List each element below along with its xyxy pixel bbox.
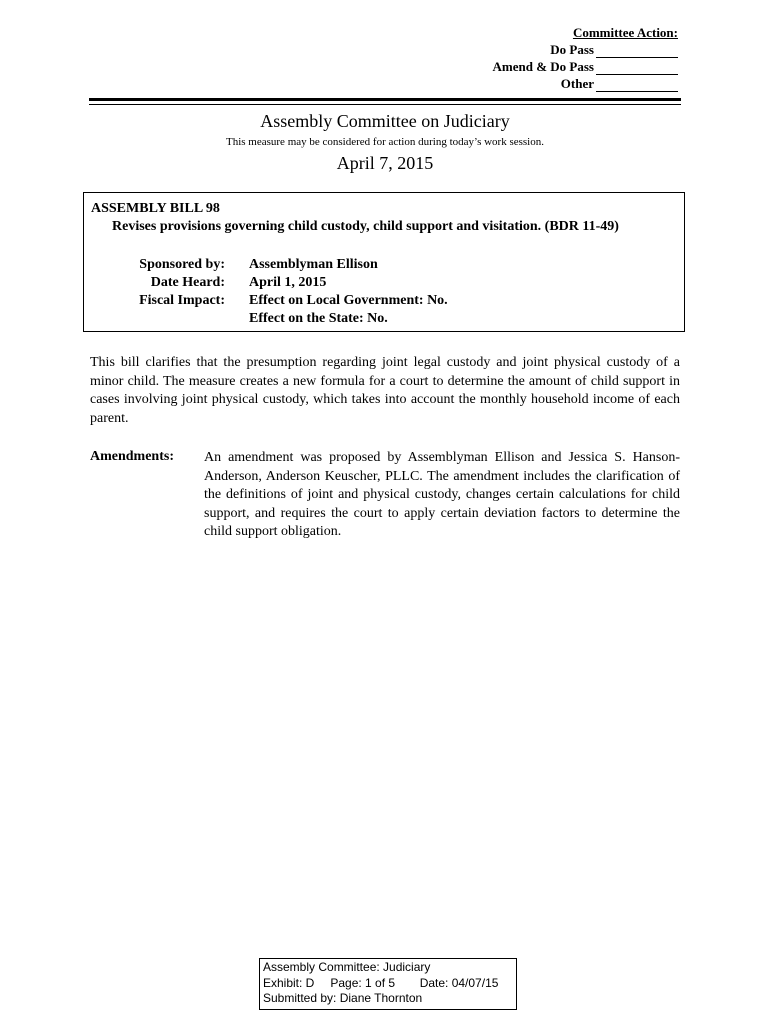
- date-heard-row: [84, 275, 684, 293]
- amendments-label: Amendments:: [90, 449, 174, 464]
- action-option-label: Other: [560, 76, 594, 91]
- fiscal-impact-label: Fiscal Impact:: [139, 293, 225, 308]
- committee-action-title: Committee Action:: [572, 25, 678, 40]
- bill-description: This bill clarifies that the presumption regarding joint legal custody and joint physical custody of a minor child. The measure creates a new formula for a court to determine the amount of child support in cases involving joint physical custody, which takes into account the monthly household income of each parent.: [90, 355, 680, 426]
- fiscal-state-value: Effect on the State: No.: [249, 311, 388, 326]
- bill-info-box: [83, 192, 685, 332]
- date-heard-value: April 1, 2015: [249, 275, 327, 290]
- hearing-date: April 7, 2015: [336, 153, 434, 173]
- bill-number: ASSEMBLY BILL 98: [91, 201, 220, 216]
- exhibit-date: Date: 04/07/15: [419, 975, 499, 990]
- exhibit-details-row: [263, 976, 513, 992]
- sponsored-label: Sponsored by:: [139, 257, 225, 272]
- action-blank-line: [596, 45, 678, 58]
- action-blank-line: [596, 79, 678, 92]
- amendments-text: An amendment was proposed by Assemblyman Ellison and Jessica S. Hanson-Anderson, Anderson Keuscher, PLLC. The amendment includes the clarification of the definitions of joint and physical custody, changes certain calculations for child support, and requires the court to apply certain deviation factors to determine the child support obligation.: [204, 450, 680, 539]
- header-divider-thin: [89, 104, 681, 105]
- date-heard-label: Date Heard:: [150, 275, 225, 290]
- header-divider-thick: [89, 98, 681, 101]
- action-blank-line: [596, 62, 678, 75]
- committee-name: Assembly Committee on Judiciary: [260, 111, 510, 131]
- action-option-label: Amend & Do Pass: [492, 59, 594, 74]
- bill-summary: Revises provisions governing child custody, child support and visitation. (BDR 11-49): [112, 219, 619, 234]
- action-option-amend-do-pass: [493, 58, 678, 75]
- action-option-other: [493, 75, 678, 92]
- fiscal-local-value: Effect on Local Government: No.: [249, 293, 448, 308]
- fiscal-impact-row: [84, 293, 684, 311]
- exhibit-page: Page: 1 of 5: [330, 975, 396, 990]
- fiscal-state-row: [84, 311, 684, 329]
- bill-metadata: [84, 257, 684, 329]
- exhibit-letter: Exhibit: D: [263, 975, 315, 990]
- exhibit-committee: Assembly Committee: Judiciary: [263, 960, 431, 974]
- action-option-do-pass: [493, 41, 678, 58]
- work-session-notice: This measure may be considered for action during today’s work session.: [225, 136, 544, 148]
- action-option-label: Do Pass: [550, 42, 594, 57]
- committee-action-box: [493, 24, 678, 92]
- exhibit-stamp: [259, 958, 517, 1010]
- exhibit-submitted-by: Submitted by: Diane Thornton: [263, 991, 423, 1005]
- sponsored-row: [84, 257, 684, 275]
- sponsored-value: Assemblyman Ellison: [249, 257, 378, 272]
